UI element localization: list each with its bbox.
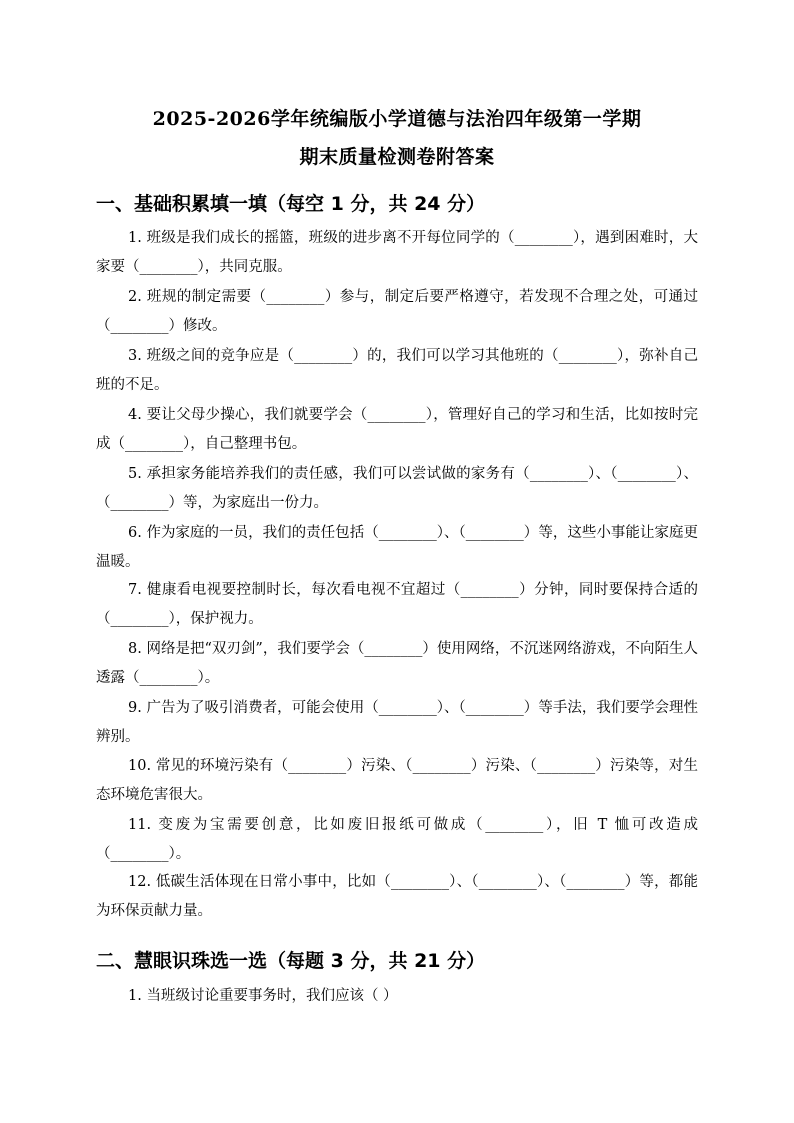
question-1-3: 3. 班级之间的竞争应是（________）的，我们可以学习其他班的（________），弥补自己班的不足。: [96, 348, 698, 393]
question-1-5: 5. 承担家务能培养我们的责任感，我们可以尝试做的家务有（________）、（________）、（________）等，为家庭出一份力。: [96, 466, 698, 511]
question-1-1: 1. 班级是我们成长的摇篮，班级的进步离不开每位同学的（________），遇到困难时，大家要（________），共同克服。: [96, 230, 698, 275]
question-1-8: 8. 网络是把“双刃剑”，我们要学会（________）使用网络，不沉迷网络游戏，不向陌生人透露（________）。: [96, 641, 698, 686]
question-1-2: 2. 班规的制定需要（________）参与，制定后要严格遵守，若发现不合理之处，可通过（________）修改。: [96, 289, 698, 334]
section-2-heading: 二、慧眼识珠选一选（每题 3 分，共 21 分）: [96, 950, 486, 972]
question-1-9: 9. 广告为了吸引消费者，可能会使用（________）、（________）等手法，我们要学会理性辨别。: [96, 700, 698, 745]
section-1-heading: 一、基础积累填一填（每空 1 分，共 24 分）: [96, 193, 486, 215]
question-1-11: 11. 变废为宝需要创意，比如废旧报纸可做成（________），旧 T 恤可改造成（________）。: [96, 817, 698, 862]
question-1-7: 7. 健康看电视要控制时长，每次看电视不宜超过（________）分钟，同时要保持合适的（________），保护视力。: [96, 582, 698, 627]
question-1-10: 10. 常见的环境污染有（________）污染、（________）污染、（________）污染等，对生态环境危害很大。: [96, 758, 698, 803]
question-1-4: 4. 要让父母少操心，我们就要学会（________），管理好自己的学习和生活，比如按时完成（________），自己整理书包。: [96, 407, 698, 452]
question-2-1: 1. 当班级讨论重要事务时，我们应该（ ）: [128, 988, 398, 1004]
question-1-12: 12. 低碳生活体现在日常小事中，比如（________）、（________）、（________）等，都能为环保贡献力量。: [96, 874, 698, 919]
page-subtitle: 期末质量检测卷附答案: [299, 146, 495, 168]
page-title: 2025-2026学年统编版小学道德与法治四年级第一学期: [152, 108, 642, 130]
question-1-6: 6. 作为家庭的一员，我们的责任包括（________）、（________）等，这些小事能让家庭更温暖。: [96, 525, 698, 570]
